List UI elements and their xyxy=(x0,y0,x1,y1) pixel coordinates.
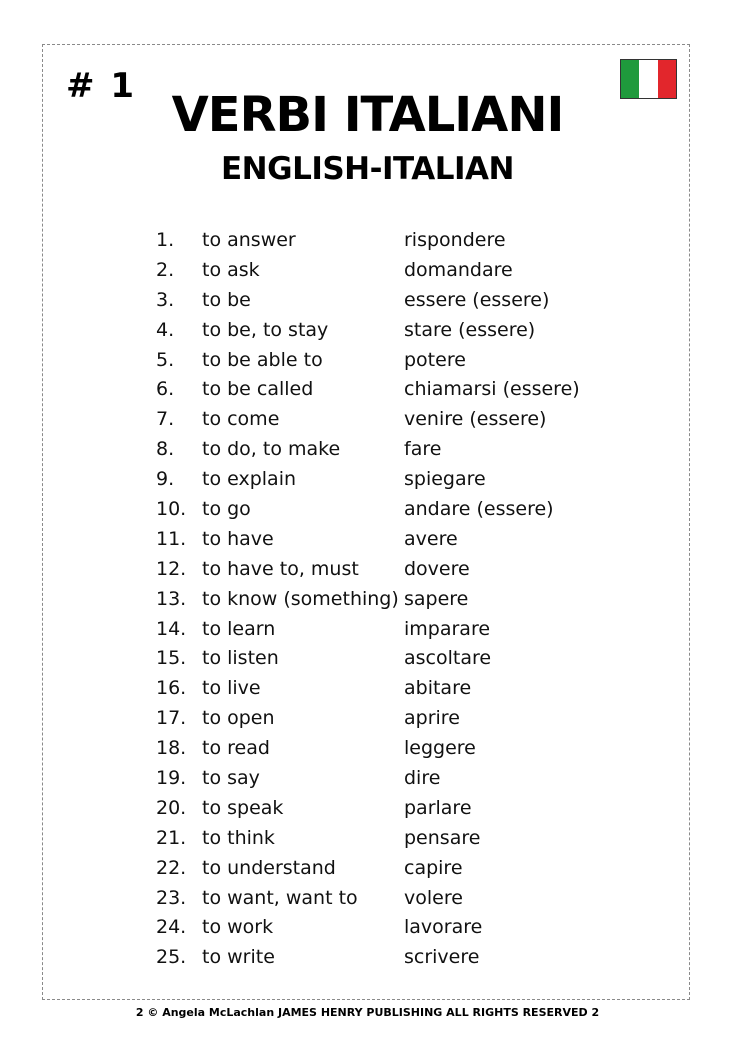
verb-number: 9. xyxy=(156,468,175,491)
verb-number: 15. xyxy=(156,647,187,670)
verb-row xyxy=(156,524,626,554)
verb-row xyxy=(156,823,626,853)
verb-number: 11. xyxy=(156,527,187,550)
verb-row xyxy=(156,554,626,584)
verb-number: 22. xyxy=(156,856,187,879)
verb-english: to say xyxy=(202,766,260,789)
verb-english: to listen xyxy=(202,647,279,670)
verb-english: to understand xyxy=(202,856,336,879)
verb-italian: avere xyxy=(404,527,458,550)
verb-row xyxy=(156,614,626,644)
verb-english: to open xyxy=(202,707,275,730)
verb-number: 25. xyxy=(156,946,187,969)
verb-italian: chiamarsi (essere) xyxy=(404,378,580,401)
verb-italian: stare (essere) xyxy=(404,318,536,341)
verb-row xyxy=(156,494,626,524)
verb-number: 4. xyxy=(156,318,175,341)
verb-number: 6. xyxy=(156,378,175,401)
verb-italian: spiegare xyxy=(404,468,486,491)
verb-number: 13. xyxy=(156,587,187,610)
verb-english: to do, to make xyxy=(202,438,341,461)
verb-english: to know (something) xyxy=(202,587,399,610)
verb-italian: venire (essere) xyxy=(404,408,547,431)
verb-row xyxy=(156,225,626,255)
verb-italian: sapere xyxy=(404,587,469,610)
verb-english: to have xyxy=(202,527,274,550)
verb-number: 14. xyxy=(156,617,187,640)
verb-row xyxy=(156,315,626,345)
verb-english: to ask xyxy=(202,258,260,281)
verb-row xyxy=(156,883,626,913)
verb-number: 23. xyxy=(156,886,187,909)
verb-italian: parlare xyxy=(404,796,472,819)
verb-italian: domandare xyxy=(404,258,513,281)
verb-row xyxy=(156,853,626,883)
verb-italian: leggere xyxy=(404,737,476,760)
verb-english: to go xyxy=(202,497,251,520)
page-subtitle: ENGLISH-ITALIAN xyxy=(221,151,514,187)
verb-italian: capire xyxy=(404,856,463,879)
verb-english: to write xyxy=(202,946,275,969)
verb-number: 18. xyxy=(156,737,187,760)
verb-italian: andare (essere) xyxy=(404,497,554,520)
verb-row xyxy=(156,942,626,972)
verb-row xyxy=(156,793,626,823)
verb-number: 1. xyxy=(156,228,175,251)
verb-english: to think xyxy=(202,826,275,849)
verb-row xyxy=(156,703,626,733)
verb-row xyxy=(156,912,626,942)
verb-row xyxy=(156,404,626,434)
verb-english: to be called xyxy=(202,378,314,401)
verb-english: to read xyxy=(202,737,270,760)
verb-english: to be xyxy=(202,288,251,311)
verb-row xyxy=(156,733,626,763)
verb-english: to explain xyxy=(202,468,297,491)
verb-row xyxy=(156,345,626,375)
verb-italian: essere (essere) xyxy=(404,288,550,311)
verb-number: 20. xyxy=(156,796,187,819)
verb-english: to have to, must xyxy=(202,557,359,580)
verb-english: to live xyxy=(202,677,261,700)
verb-row xyxy=(156,763,626,793)
verb-italian: volere xyxy=(404,886,463,909)
verb-italian: lavorare xyxy=(404,916,483,939)
verb-number: 24. xyxy=(156,916,187,939)
verb-number: 7. xyxy=(156,408,175,431)
verb-number: 10. xyxy=(156,497,187,520)
verb-english: to answer xyxy=(202,228,296,251)
verb-row xyxy=(156,374,626,404)
verb-number: 19. xyxy=(156,766,187,789)
verb-number: 8. xyxy=(156,438,175,461)
verb-italian: potere xyxy=(404,348,466,371)
verb-row xyxy=(156,673,626,703)
verb-italian: scrivere xyxy=(404,946,480,969)
verb-italian: imparare xyxy=(404,617,491,640)
verb-italian: aprire xyxy=(404,707,460,730)
verb-row xyxy=(156,643,626,673)
verb-number: 5. xyxy=(156,348,175,371)
verb-number: 12. xyxy=(156,557,187,580)
verb-row xyxy=(156,255,626,285)
verb-italian: pensare xyxy=(404,826,481,849)
verb-list xyxy=(156,225,626,972)
verb-row xyxy=(156,285,626,315)
verb-english: to want, want to xyxy=(202,886,358,909)
verb-english: to be, to stay xyxy=(202,318,329,341)
verb-row xyxy=(156,584,626,614)
verb-english: to be able to xyxy=(202,348,323,371)
verb-number: 17. xyxy=(156,707,187,730)
verb-english: to learn xyxy=(202,617,276,640)
verb-number: 3. xyxy=(156,288,175,311)
verb-italian: dire xyxy=(404,766,441,789)
verb-italian: fare xyxy=(404,438,442,461)
verb-english: to work xyxy=(202,916,274,939)
verb-english: to come xyxy=(202,408,280,431)
verb-english: to speak xyxy=(202,796,284,819)
verb-number: 16. xyxy=(156,677,187,700)
page-number: # 1 xyxy=(66,66,136,106)
verb-italian: abitare xyxy=(404,677,472,700)
verb-italian: dovere xyxy=(404,557,470,580)
copyright-footer: 2 © Angela McLachlan JAMES HENRY PUBLISHING ALL RIGHTS RESERVED 2 xyxy=(135,1006,600,1019)
page-title: VERBI ITALIANI xyxy=(171,87,564,143)
verb-italian: rispondere xyxy=(404,228,506,251)
verb-italian: ascoltare xyxy=(404,647,492,670)
verb-row xyxy=(156,434,626,464)
verb-number: 21. xyxy=(156,826,187,849)
verb-row xyxy=(156,464,626,494)
verb-number: 2. xyxy=(156,258,175,281)
